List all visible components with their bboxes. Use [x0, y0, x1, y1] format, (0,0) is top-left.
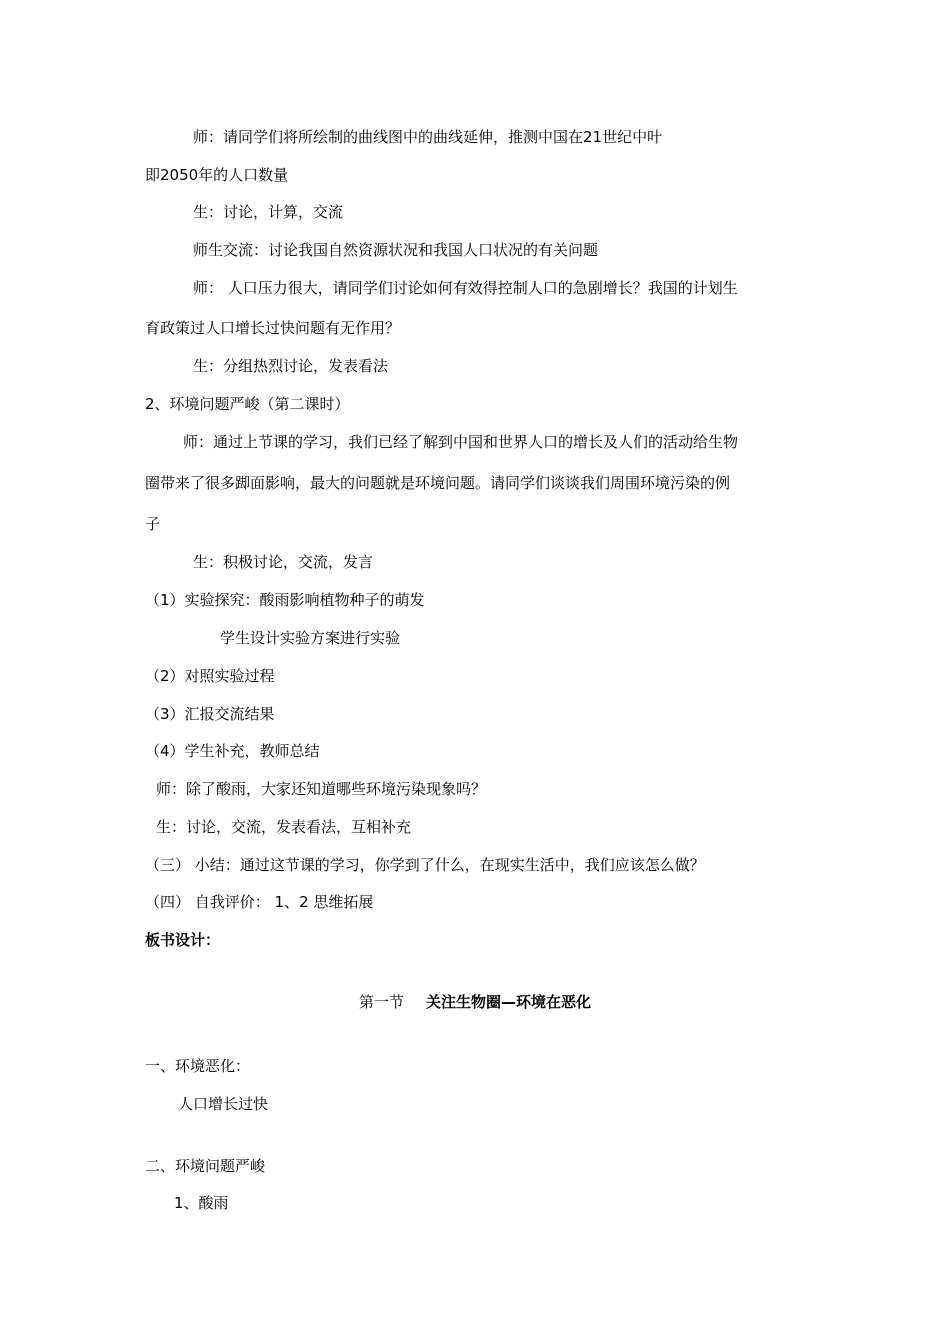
board-item: 二、环境问题严峻 [145, 1157, 266, 1175]
list-item: （2）对照实验过程 [145, 667, 275, 685]
paragraph-line: 师：请同学们将所绘制的曲线图中的曲线延伸，推测中国在21世纪中叶 [193, 128, 663, 146]
list-item: （4）学生补充，教师总结 [145, 742, 320, 760]
paragraph-line: 育政策过人口增长过快问题有无作用？ [145, 319, 401, 337]
paragraph-line: 生：分组热烈讨论，发表看法 [193, 357, 389, 375]
list-item: （三） 小结：通过这节课的学习，你学到了什么，在现实生活中，我们应该怎么做？ [145, 856, 705, 874]
board-item: 一、环境恶化： [145, 1057, 251, 1075]
board-title-section: 第一节 [358, 993, 404, 1011]
list-item: （3）汇报交流结果 [145, 705, 275, 723]
paragraph-line: 师：除了酸雨，大家还知道哪些环境污染现象吗？ [156, 780, 487, 798]
paragraph-line: 生：讨论，交流，发表看法，互相补充 [156, 818, 412, 836]
paragraph-line: 学生设计实验方案进行实验 [220, 629, 401, 647]
paragraph-line: 子 [145, 515, 161, 533]
paragraph-line: 师生交流：讨论我国自然资源状况和我国人口状况的有关问题 [193, 241, 599, 259]
list-item: （1）实验探究：酸雨影响植物种子的萌发 [145, 591, 425, 609]
board-title-text: 关注生物圈—环境在恶化 [426, 993, 592, 1011]
list-item: （四） 自我评价： 1、2 思维拓展 [145, 893, 374, 911]
paragraph-line: 生：讨论，计算，交流 [193, 203, 344, 221]
paragraph-line: 师：通过上节课的学习，我们已经了解到中国和世界人口的增长及人们的活动给生物 [183, 433, 739, 451]
paragraph-line: 即2050年的人口数量 [145, 166, 289, 184]
section-heading: 2、环境问题严峻（第二课时） [145, 395, 350, 413]
board-title [0, 992, 950, 1012]
board-item: 人口增长过快 [178, 1095, 269, 1113]
board-design-heading: 板书设计： [145, 931, 221, 949]
board-item: 1、酸雨 [174, 1194, 229, 1212]
paragraph-line: 师： 人口压力很大，请同学们讨论如何有效得控制人口的急剧增长？我国的计划生 [193, 279, 738, 297]
paragraph-line: 生：积极讨论，交流，发言 [193, 553, 374, 571]
paragraph-line: 圈带来了很多踋面影响，最大的问题就是环境问题。请同学们谈谈我们周围环境污染的例 [145, 474, 731, 492]
